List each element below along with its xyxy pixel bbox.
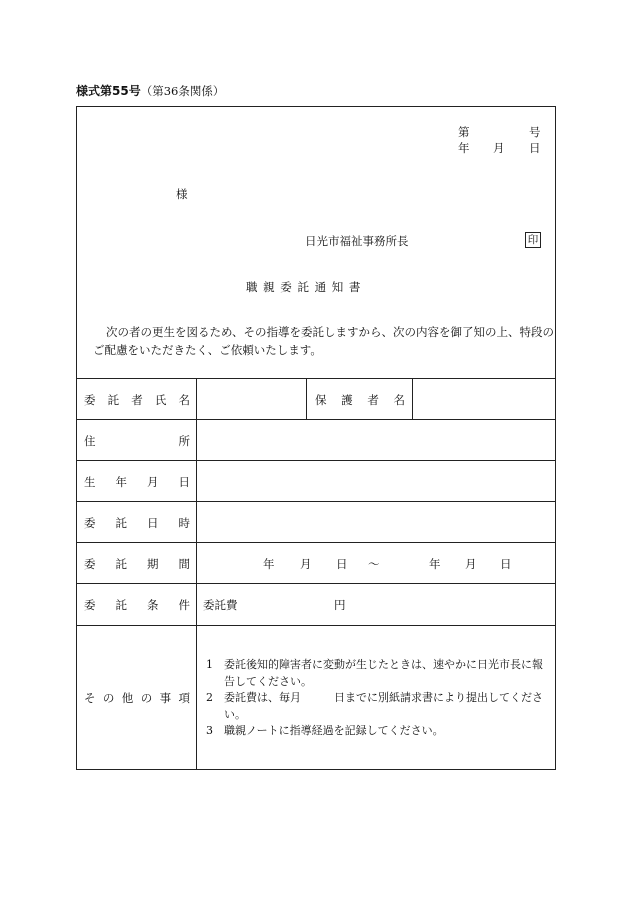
form-reference: （第36条関係）	[140, 84, 225, 98]
period-day-1: 日	[336, 557, 348, 571]
list-item	[206, 690, 552, 723]
period-month-2: 月	[465, 557, 477, 571]
conditions-label: 委託条件	[84, 598, 190, 612]
notes-list	[206, 657, 552, 740]
note-number: 1	[206, 658, 213, 671]
document-title: 職 親 委 託 通 知 書	[246, 280, 362, 294]
row-divider	[76, 542, 556, 543]
guardian-label: 保護者名	[315, 393, 405, 407]
number-dai: 第	[458, 125, 470, 139]
address-label: 住所	[84, 434, 190, 448]
note-number: 3	[206, 724, 213, 737]
row-divider	[76, 460, 556, 461]
seal-mark: 印	[525, 232, 541, 248]
list-item	[206, 723, 552, 740]
period-month-1: 月	[300, 557, 312, 571]
date-year: 年	[458, 141, 470, 155]
row-divider	[76, 501, 556, 502]
form-number-heading	[76, 82, 224, 99]
row-divider	[76, 583, 556, 584]
row-divider	[76, 378, 556, 379]
form-number: 様式第55号	[76, 84, 141, 98]
addressee-suffix: 様	[176, 187, 188, 201]
period-label: 委託期間	[84, 557, 190, 571]
period-day-2: 日	[500, 557, 512, 571]
note-text: 職親ノートに指導経過を記録してください。	[224, 724, 444, 737]
intro-paragraph	[93, 323, 555, 359]
name-label: 委託者氏名	[84, 393, 190, 407]
date-month: 月	[493, 141, 505, 155]
note-text: 委託費は、毎月 日までに別紙請求書により提出してください。	[224, 691, 543, 721]
intro-text: 次の者の更生を図るため、その指導を委託しますから、次の内容を御了知の上、特段のご配慮をいただきたく、ご依頼いたします。	[93, 325, 555, 357]
period-year-1: 年	[263, 557, 275, 571]
fee-unit: 円	[334, 598, 346, 612]
guardian-divider	[412, 378, 413, 419]
fee-label: 委託費	[203, 598, 238, 612]
number-go: 号	[529, 125, 541, 139]
row-divider	[76, 419, 556, 420]
note-number: 2	[206, 691, 213, 704]
date-day: 日	[529, 141, 541, 155]
guardian-divider	[306, 378, 307, 419]
birthdate-label: 生年月日	[84, 475, 190, 489]
note-text: 委託後知的障害者に変動が生じたときは、速やかに日光市長に報告してください。	[224, 658, 543, 688]
date-label: 委託日時	[84, 516, 190, 530]
row-divider	[76, 625, 556, 626]
label-column-divider	[196, 378, 197, 770]
period-tilde: 〜	[368, 557, 380, 571]
period-year-2: 年	[429, 557, 441, 571]
other-label: その他の事項	[84, 691, 190, 705]
list-item	[206, 657, 552, 690]
issuer-name: 日光市福祉事務所長	[305, 234, 409, 248]
